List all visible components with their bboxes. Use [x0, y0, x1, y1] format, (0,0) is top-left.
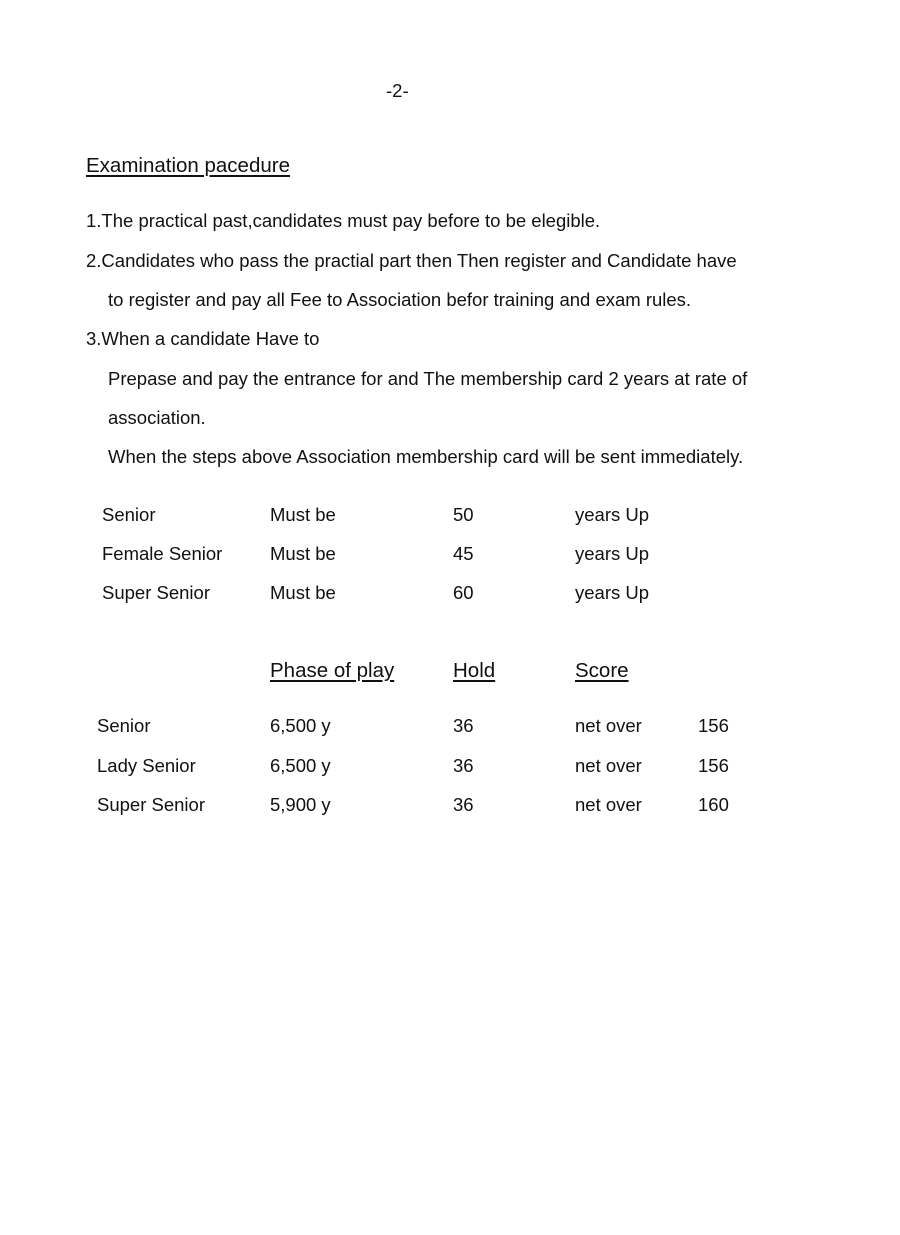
play-table-score: 160 [698, 794, 729, 815]
play-table-phase: 6,500 y [270, 755, 331, 776]
age-table-age: 60 [453, 582, 474, 603]
play-table-category: Super Senior [97, 794, 205, 815]
play-table-header-phase: Phase of play [270, 659, 395, 682]
play-table-header-hold: Hold [453, 659, 496, 682]
age-table-category: Female Senior [102, 543, 223, 564]
age-table-age: 45 [453, 543, 474, 564]
age-table-age: 50 [453, 504, 474, 525]
paragraph-3-line-4: When the steps above Association membership card will be sent immediately. [108, 446, 744, 467]
play-table-phase: 5,900 y [270, 794, 331, 815]
play-table-hold: 36 [453, 755, 474, 776]
age-table-must: Must be [270, 504, 336, 525]
play-table-score-label: net over [575, 715, 642, 736]
play-table-header-score: Score [575, 659, 629, 682]
age-table-must: Must be [270, 582, 336, 603]
play-table-hold: 36 [453, 715, 474, 736]
play-table-score-label: net over [575, 794, 642, 815]
age-table-unit: years Up [575, 582, 650, 603]
paragraph-3-line-3: association. [108, 407, 206, 428]
play-table-score-label: net over [575, 755, 642, 776]
play-table-category: Lady Senior [97, 755, 196, 776]
play-table-category: Senior [97, 715, 151, 736]
play-table-phase: 6,500 y [270, 715, 331, 736]
age-table-must: Must be [270, 543, 336, 564]
paragraph-3-line-1: 3.When a candidate Have to [86, 328, 320, 349]
play-table-score: 156 [698, 755, 729, 776]
paragraph-1: 1.The practical past,candidates must pay before to be elegible. [86, 210, 601, 231]
paragraph-2-line-2: to register and pay all Fee to Association befor training and exam rules. [108, 289, 692, 310]
paragraph-2-line-1: 2.Candidates who pass the practial part then Then register and Candidate have [86, 250, 737, 271]
age-table-unit: years Up [575, 504, 650, 525]
play-table-hold: 36 [453, 794, 474, 815]
age-table-category: Senior [102, 504, 156, 525]
age-table-unit: years Up [575, 543, 650, 564]
play-table-score: 156 [698, 715, 729, 736]
page-number: -2- [386, 80, 409, 101]
section-heading: Examination pacedure [86, 154, 290, 177]
paragraph-3-line-2: Prepase and pay the entrance for and The membership card 2 years at rate of [108, 368, 748, 389]
age-table-category: Super Senior [102, 582, 210, 603]
